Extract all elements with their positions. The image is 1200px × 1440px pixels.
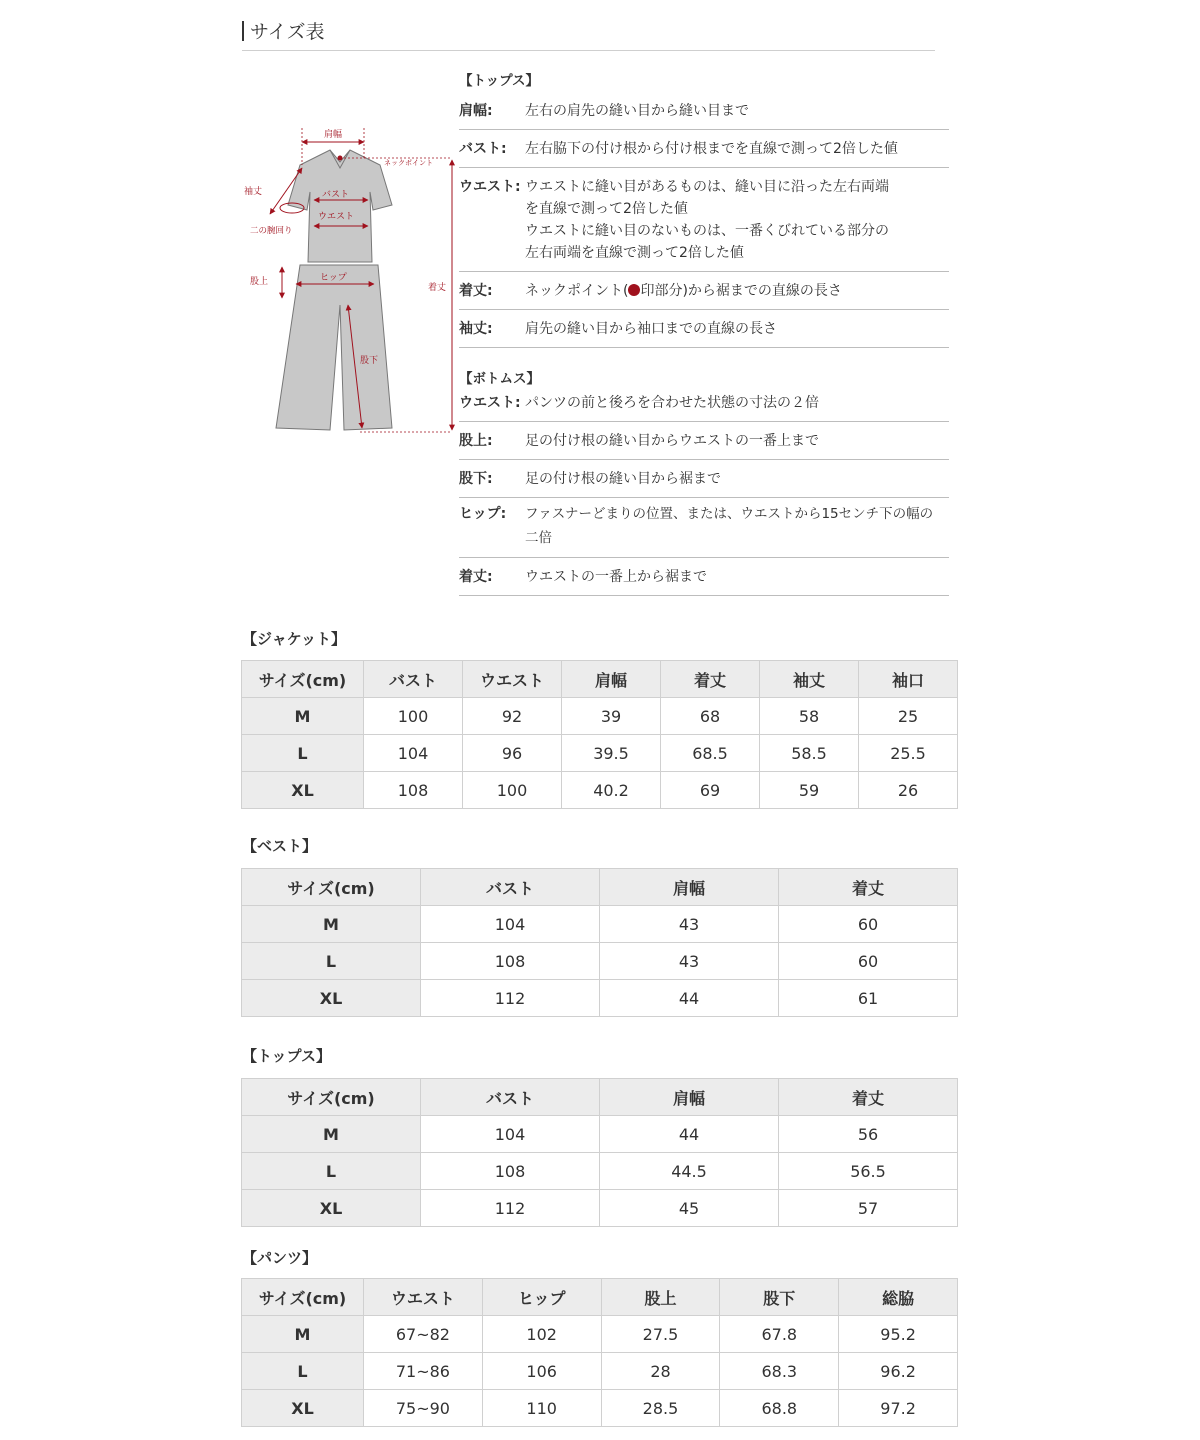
- def-desc: [525, 280, 949, 302]
- tops-table-title: 【トップス】: [242, 1047, 331, 1065]
- table-header-row: [242, 1279, 958, 1316]
- table-header-row: [242, 661, 958, 698]
- def-desc: ウエストの一番上から裾まで: [525, 569, 707, 585]
- def-desc: ファスナーどまりの位置、または、ウエストから15センチ下の幅の 二倍: [525, 506, 934, 546]
- vest-size-table: [241, 868, 958, 1017]
- label-kitake: 着丈: [428, 283, 447, 293]
- header-cell: サイズ(cm): [242, 1079, 421, 1116]
- table-cell: 40.2: [562, 772, 661, 809]
- label-hip: ヒップ: [320, 273, 347, 283]
- header-cell: 総脇: [839, 1279, 958, 1316]
- def-desc: 左右の肩先の縫い目から縫い目まで: [525, 103, 749, 119]
- table-header-row: [242, 869, 958, 906]
- label-matashita: 股下: [360, 356, 379, 366]
- def-term: 着丈:: [459, 283, 493, 299]
- pants-shape: [276, 265, 392, 430]
- def-row: [459, 460, 949, 498]
- label-waist: ウエスト: [318, 212, 355, 222]
- header-cell: ヒップ: [482, 1279, 601, 1316]
- table-cell: 56: [779, 1116, 958, 1153]
- size-cell: M: [242, 1316, 364, 1353]
- table-row: [242, 906, 958, 943]
- table-cell: 108: [421, 1153, 600, 1190]
- table-cell: 44: [600, 980, 779, 1017]
- def-desc-after: 印部分)から裾までの直線の長さ: [640, 283, 842, 299]
- table-cell: 58: [760, 698, 859, 735]
- table-cell: 25: [859, 698, 958, 735]
- table-cell: 26: [859, 772, 958, 809]
- def-term: 肩幅:: [459, 103, 493, 119]
- tops-size-table: [241, 1078, 958, 1227]
- label-katahaba: 肩幅: [324, 130, 343, 140]
- header-cell: サイズ(cm): [242, 1279, 364, 1316]
- header-cell: 股下: [720, 1279, 839, 1316]
- size-cell: L: [242, 943, 421, 980]
- definitions-panel: [459, 70, 949, 596]
- table-cell: 110: [482, 1390, 601, 1427]
- def-desc: ウエストに縫い目があるものは、縫い目に沿った左右両端 を直線で測って2倍した値 ウエストに縫い目のないものは、一番くびれている部分の 左右両端を直線で測って2倍した値: [525, 179, 889, 261]
- size-cell: XL: [242, 980, 421, 1017]
- size-cell: XL: [242, 772, 364, 809]
- def-desc: パンツの前と後ろを合わせた状態の寸法の２倍: [525, 395, 819, 411]
- table-cell: 96: [463, 735, 562, 772]
- table-row: [242, 772, 958, 809]
- table-cell: 104: [421, 906, 600, 943]
- size-cell: M: [242, 698, 364, 735]
- label-ninoude: 二の腕回り: [250, 226, 293, 236]
- table-row: [242, 1316, 958, 1353]
- def-term: 袖丈:: [459, 321, 493, 337]
- table-cell: 56.5: [779, 1153, 958, 1190]
- def-row: [459, 272, 949, 310]
- header-cell: 着丈: [779, 869, 958, 906]
- table-cell: 43: [600, 906, 779, 943]
- table-cell: 44: [600, 1116, 779, 1153]
- header-cell: サイズ(cm): [242, 661, 364, 698]
- table-cell: 58.5: [760, 735, 859, 772]
- label-sodetake: 袖丈: [244, 187, 263, 197]
- size-cell: M: [242, 1116, 421, 1153]
- table-header-row: [242, 1079, 958, 1116]
- red-dot-icon: [628, 284, 640, 296]
- table-cell: 104: [421, 1116, 600, 1153]
- table-cell: 108: [364, 772, 463, 809]
- size-cell: L: [242, 1353, 364, 1390]
- table-row: [242, 735, 958, 772]
- def-row: [459, 498, 949, 558]
- table-cell: 60: [779, 906, 958, 943]
- table-cell: 67.8: [720, 1316, 839, 1353]
- page-title: サイズ表: [242, 18, 935, 51]
- def-term: バスト:: [459, 141, 507, 157]
- label-matagami: 股上: [250, 277, 269, 287]
- table-cell: 71~86: [364, 1353, 483, 1390]
- table-cell: 28.5: [601, 1390, 720, 1427]
- table-cell: 102: [482, 1316, 601, 1353]
- def-row: [459, 558, 949, 596]
- table-row: [242, 698, 958, 735]
- header-cell: バスト: [421, 869, 600, 906]
- table-row: [242, 943, 958, 980]
- table-cell: 96.2: [839, 1353, 958, 1390]
- def-row: [459, 92, 949, 130]
- header-cell: 袖丈: [760, 661, 859, 698]
- pants-table-title: 【パンツ】: [242, 1249, 318, 1267]
- def-desc: 左右脇下の付け根から付け根までを直線で測って2倍した値: [525, 141, 898, 157]
- table-cell: 28: [601, 1353, 720, 1390]
- size-cell: XL: [242, 1190, 421, 1227]
- def-term: 股下:: [459, 471, 493, 487]
- def-row: [459, 130, 949, 168]
- label-neck-point: ネックポイント: [384, 159, 433, 167]
- table-row: [242, 1153, 958, 1190]
- table-cell: 95.2: [839, 1316, 958, 1353]
- tops-heading: 【トップス】: [459, 73, 540, 89]
- table-cell: 100: [364, 698, 463, 735]
- header-cell: バスト: [421, 1079, 600, 1116]
- table-cell: 44.5: [600, 1153, 779, 1190]
- table-cell: 112: [421, 980, 600, 1017]
- bottoms-heading: 【ボトムス】: [459, 371, 540, 387]
- table-cell: 57: [779, 1190, 958, 1227]
- def-row: [459, 422, 949, 460]
- def-desc: 足の付け根の縫い目から裾まで: [525, 471, 721, 487]
- header-cell: 肩幅: [600, 1079, 779, 1116]
- header-cell: 肩幅: [600, 869, 779, 906]
- table-cell: 97.2: [839, 1390, 958, 1427]
- table-cell: 112: [421, 1190, 600, 1227]
- table-cell: 25.5: [859, 735, 958, 772]
- table-row: [242, 1116, 958, 1153]
- def-term: ヒップ:: [459, 506, 507, 522]
- label-bust: バスト: [322, 190, 350, 200]
- def-row: [459, 168, 949, 272]
- def-term: ウエスト:: [459, 395, 521, 411]
- table-cell: 67~82: [364, 1316, 483, 1353]
- table-cell: 39: [562, 698, 661, 735]
- table-row: [242, 1190, 958, 1227]
- header-cell: ウエスト: [463, 661, 562, 698]
- neck-point-dot: [338, 156, 343, 161]
- table-cell: 69: [661, 772, 760, 809]
- table-cell: 68: [661, 698, 760, 735]
- table-cell: 43: [600, 943, 779, 980]
- header-cell: 肩幅: [562, 661, 661, 698]
- size-cell: L: [242, 735, 364, 772]
- jacket-table-title: 【ジャケット】: [242, 630, 346, 648]
- header-cell: サイズ(cm): [242, 869, 421, 906]
- def-desc: 肩先の縫い目から袖口までの直線の長さ: [525, 321, 777, 337]
- header-cell: 股上: [601, 1279, 720, 1316]
- table-cell: 100: [463, 772, 562, 809]
- table-cell: 59: [760, 772, 859, 809]
- table-cell: 106: [482, 1353, 601, 1390]
- pants-size-table: [241, 1278, 958, 1427]
- def-term: ウエスト:: [459, 179, 521, 195]
- table-cell: 39.5: [562, 735, 661, 772]
- table-row: [242, 1390, 958, 1427]
- size-cell: M: [242, 906, 421, 943]
- def-desc-before: ネックポイント(: [525, 283, 629, 299]
- header-cell: 着丈: [779, 1079, 958, 1116]
- table-cell: 27.5: [601, 1316, 720, 1353]
- table-row: [242, 980, 958, 1017]
- measurement-diagram: [240, 110, 460, 440]
- jacket-size-table: [241, 660, 958, 809]
- table-cell: 68.5: [661, 735, 760, 772]
- table-cell: 68.8: [720, 1390, 839, 1427]
- header-cell: 袖口: [859, 661, 958, 698]
- def-term: 股上:: [459, 433, 493, 449]
- header-cell: バスト: [364, 661, 463, 698]
- table-cell: 92: [463, 698, 562, 735]
- table-row: [242, 1353, 958, 1390]
- def-term: 着丈:: [459, 569, 493, 585]
- table-cell: 108: [421, 943, 600, 980]
- table-cell: 75~90: [364, 1390, 483, 1427]
- table-cell: 68.3: [720, 1353, 839, 1390]
- def-row: [459, 390, 949, 422]
- header-cell: 着丈: [661, 661, 760, 698]
- def-row: [459, 310, 949, 348]
- table-cell: 60: [779, 943, 958, 980]
- vest-table-title: 【ベスト】: [242, 837, 318, 855]
- size-cell: XL: [242, 1390, 364, 1427]
- table-cell: 61: [779, 980, 958, 1017]
- def-desc: 足の付け根の縫い目からウエストの一番上まで: [525, 433, 819, 449]
- table-cell: 104: [364, 735, 463, 772]
- header-cell: ウエスト: [364, 1279, 483, 1316]
- size-cell: L: [242, 1153, 421, 1190]
- table-cell: 45: [600, 1190, 779, 1227]
